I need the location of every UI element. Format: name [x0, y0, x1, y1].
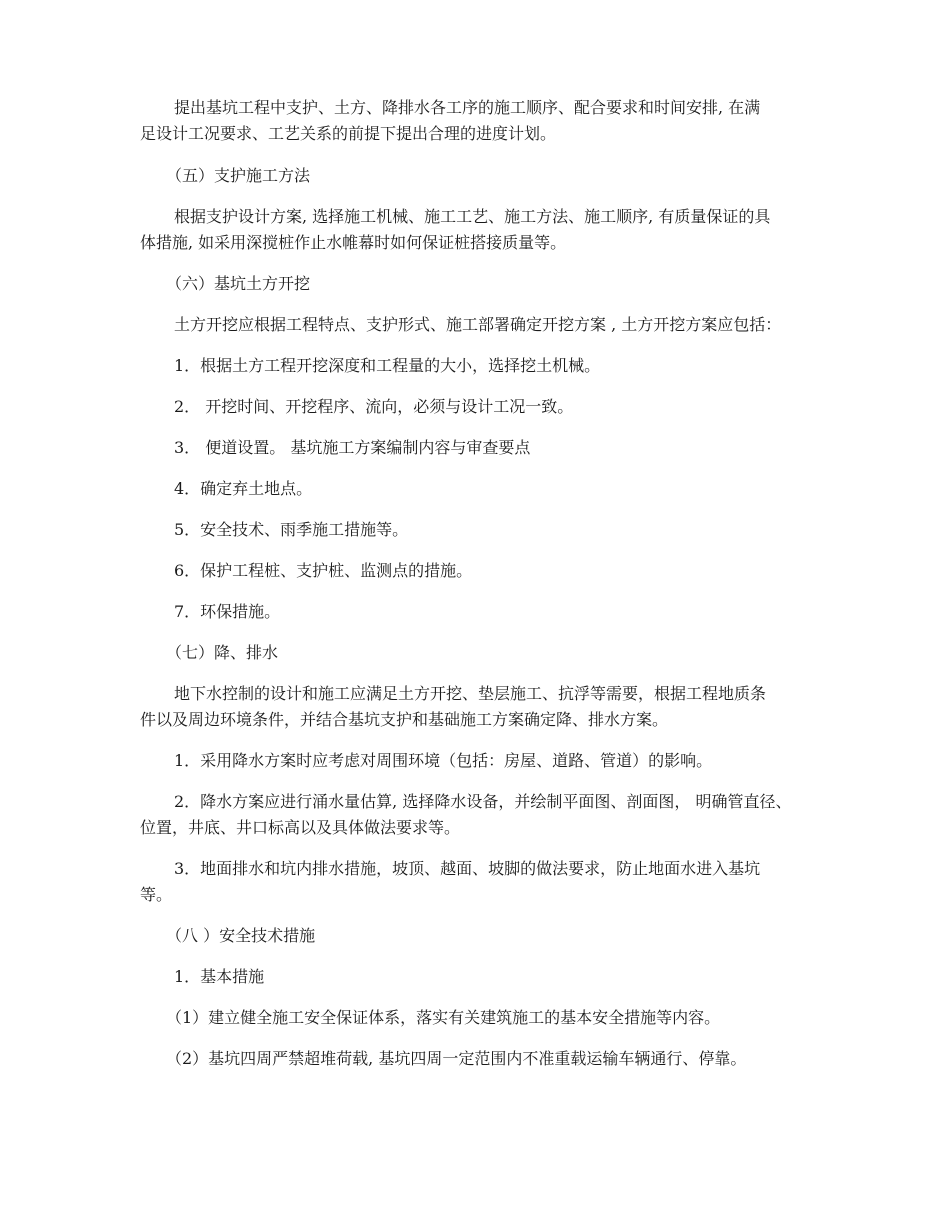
paragraph-line: 提出基坑工程中支护、土方、降排水各工序的施工顺序、配合要求和时间安排, 在满 [174, 98, 761, 117]
list-item: （1）建立健全施工安全保证体系，落实有关建筑施工的基本安全措施等内容。 [166, 1008, 721, 1027]
list-item: 3．地面排水和坑内排水措施，坡顶、越面、坡脚的做法要求，防止地面水进入基坑 [174, 859, 761, 878]
list-item: 5．安全技术、雨季施工措施等。 [174, 520, 409, 539]
list-item: 位置，井底、井口标高以及具体做法要求等。 [140, 818, 461, 837]
paragraph-line: 土方开挖应根据工程特点、支护形式、施工部署确定开挖方案 , 土方开挖方案应包括： [174, 315, 782, 334]
section-heading: （八 ）安全技术措施 [166, 926, 316, 945]
list-item: 等。 [140, 885, 173, 904]
list-item: 1．采用降水方案时应考虑对周围环境（包括：房屋、道路、管道）的影响。 [174, 751, 713, 770]
list-item: 2． 开挖时间、开挖程序、流向，必须与设计工况一致。 [174, 397, 574, 416]
section-heading: （七）降、排水 [166, 643, 279, 662]
section-heading: （五）支护施工方法 [166, 166, 311, 185]
paragraph-line: 件以及周边环境条件，并结合基坑支护和基础施工方案确定降、排水方案。 [140, 710, 669, 729]
paragraph-line: 地下水控制的设计和施工应满足土方开挖、垫层施工、抗浮等需要，根据工程地质条 [174, 684, 767, 703]
list-item: （2）基坑四周严禁超堆荷载, 基坑四周一定范围内不准重载运输车辆通行、停靠。 [166, 1049, 747, 1068]
list-item: 3． 便道设置。 基坑施工方案编制内容与审查要点 [174, 438, 531, 457]
list-item: 4．确定弃土地点。 [174, 479, 313, 498]
list-item: 7．环保措施。 [174, 602, 281, 621]
list-item: 6．保护工程桩、支护桩、监测点的措施。 [174, 561, 473, 580]
section-heading: （六）基坑土方开挖 [166, 274, 311, 293]
list-item: 1．根据土方工程开挖深度和工程量的大小，选择挖土机械。 [174, 356, 601, 375]
list-item: 2．降水方案应进行涌水量估算, 选择降水设备，并绘制平面图、剖面图， 明确管直径、 [174, 792, 792, 811]
paragraph-line: 足设计工况要求、工艺关系的前提下提出合理的进度计划。 [140, 124, 557, 143]
paragraph-line: 根据支护设计方案, 选择施工机械、施工工艺、施工方法、施工顺序, 有质量保证的具 [174, 207, 771, 226]
subsection-heading: 1．基本措施 [174, 967, 265, 986]
paragraph-line: 体措施, 如采用深搅桩作止水帷幕时如何保证桩搭接质量等。 [140, 233, 567, 252]
